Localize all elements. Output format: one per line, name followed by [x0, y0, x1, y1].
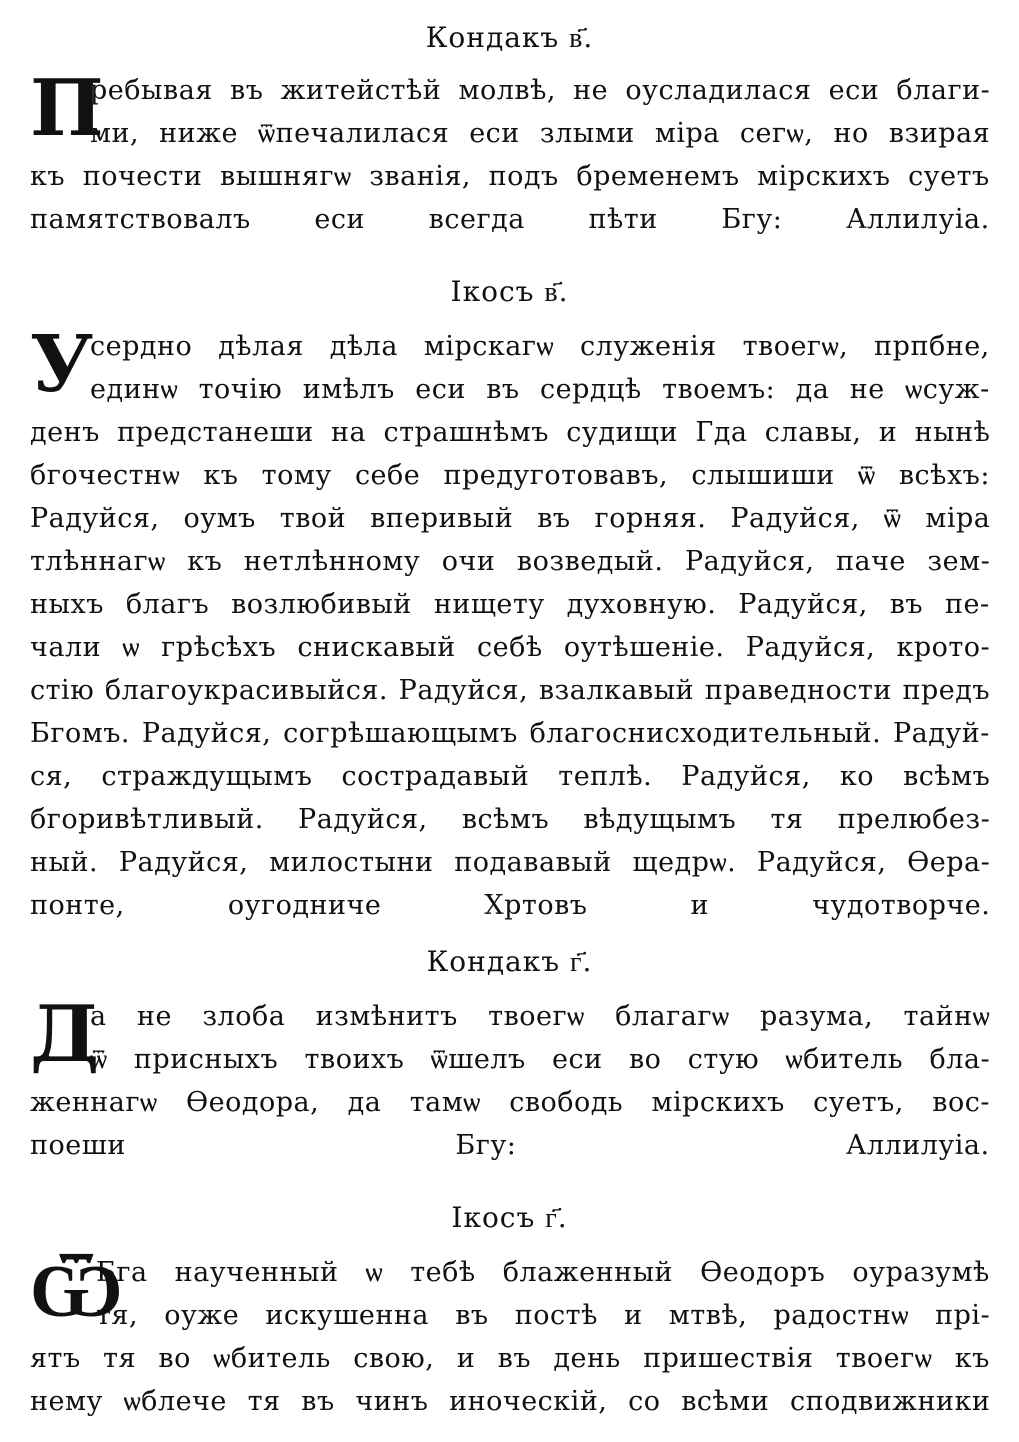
text-line: ный. Радуйся, милостыни подававый щедрѡ. Радуйся, Ѳера-	[30, 847, 991, 878]
text-line: ятъ тя во ѡбитель свою, и въ день пришествія твоегѡ къ	[30, 1343, 990, 1374]
text-line: денъ предстанеши на страшнѣмъ судищи Гда славы, и нынѣ	[30, 417, 991, 448]
text-line: тлѣннагѡ къ нетлѣнному очи возведый. Радуйся, паче зем-	[30, 546, 991, 577]
text-line: ребывая въ житейстѣй молвѣ, не оусладилася еси благи-	[90, 75, 991, 106]
text-line: сердно дѣлая дѣла мірскагѡ служенія твоегѡ, прпбне,	[90, 331, 990, 362]
drop-cap: П	[30, 63, 104, 154]
text-line: Бгомъ. Радуйся, согрѣшающымъ благоснисходительный. Радуй-	[30, 718, 990, 749]
drop-cap: Ѿ	[30, 1248, 123, 1334]
paragraph-kondak-2	[30, 63, 991, 244]
paragraph-ikos-2	[30, 319, 991, 921]
drop-cap: Д	[30, 989, 100, 1080]
text-line: тя, оуже искушенна въ постѣ и мтвѣ, радостнѡ прі-	[96, 1300, 991, 1331]
text-line: нему ѡблече тя въ чинъ иноческій, со всѣми сподвижники	[30, 1386, 991, 1417]
paragraph-ikos-3	[30, 1248, 991, 1432]
heading-kondak-3: Кондакъ г҃.	[426, 945, 593, 978]
text-line: стію благоукрасивыйся. Радуйся, взалкавый праведности предъ	[30, 675, 991, 706]
paragraph-kondak-3	[30, 989, 991, 1170]
text-line: бгоривѣтливый. Радуйся, всѣмъ вѣдущымъ тя прелюбез-	[30, 804, 991, 835]
text-line: женнагѡ Ѳеодора, да тамѡ свободь мірскихъ суетъ, вос-	[30, 1087, 990, 1118]
text-line: ныхъ благъ возлюбивый нищету духовную. Радуйся, въ пе-	[30, 589, 990, 620]
drop-cap: У	[30, 319, 94, 410]
heading-kondak-2: Кондакъ в҃.	[425, 21, 594, 54]
text-line: ѿ присныхъ твоихъ ѿшелъ еси во стую ѡбитель бла-	[90, 1044, 991, 1075]
heading-ikos-2: Ікосъ в҃.	[450, 275, 569, 308]
text-line: Радуйся, оумъ твой вперивый въ горняя. Радуйся, ѿ міра	[30, 503, 991, 534]
text-line: къ почести вышнягѡ званія, подъ бременемъ мірскихъ суетъ	[30, 161, 990, 192]
heading-ikos-3: Ікосъ г҃.	[451, 1201, 568, 1234]
text-line: а не злоба измѣнитъ твоегѡ благагѡ разума, тайнѡ	[90, 1001, 991, 1032]
text-line: ми, ниже ѿпечалилася еси злыми міра сегѡ, но взирая	[90, 118, 991, 149]
text-line: поеши Бгу: Аллилуіа.	[30, 1130, 990, 1161]
text-line: бгочестнѡ къ тому себе предуготовавъ, слышиши ѿ всѣхъ:	[30, 460, 990, 491]
text-line: единѡ точію имѣлъ еси въ сердцѣ твоемъ: да не ѡсуж-	[90, 374, 990, 405]
text-line: ся, страждущымъ сострадавый теплѣ. Радуйся, ко всѣмъ	[30, 761, 991, 792]
text-line: чали ѡ грѣсѣхъ снискавый себѣ оутѣшеніе. Радуйся, крото-	[30, 632, 991, 663]
text-line: памятствовалъ еси всегда пѣти Бгу: Аллилуіа.	[30, 204, 990, 235]
text-line: понте, оугодниче Хртовъ и чудотворче.	[30, 890, 991, 921]
text-line: Бга наученный ѡ тебѣ блаженный Ѳеодоръ оуразумѣ	[96, 1257, 990, 1288]
